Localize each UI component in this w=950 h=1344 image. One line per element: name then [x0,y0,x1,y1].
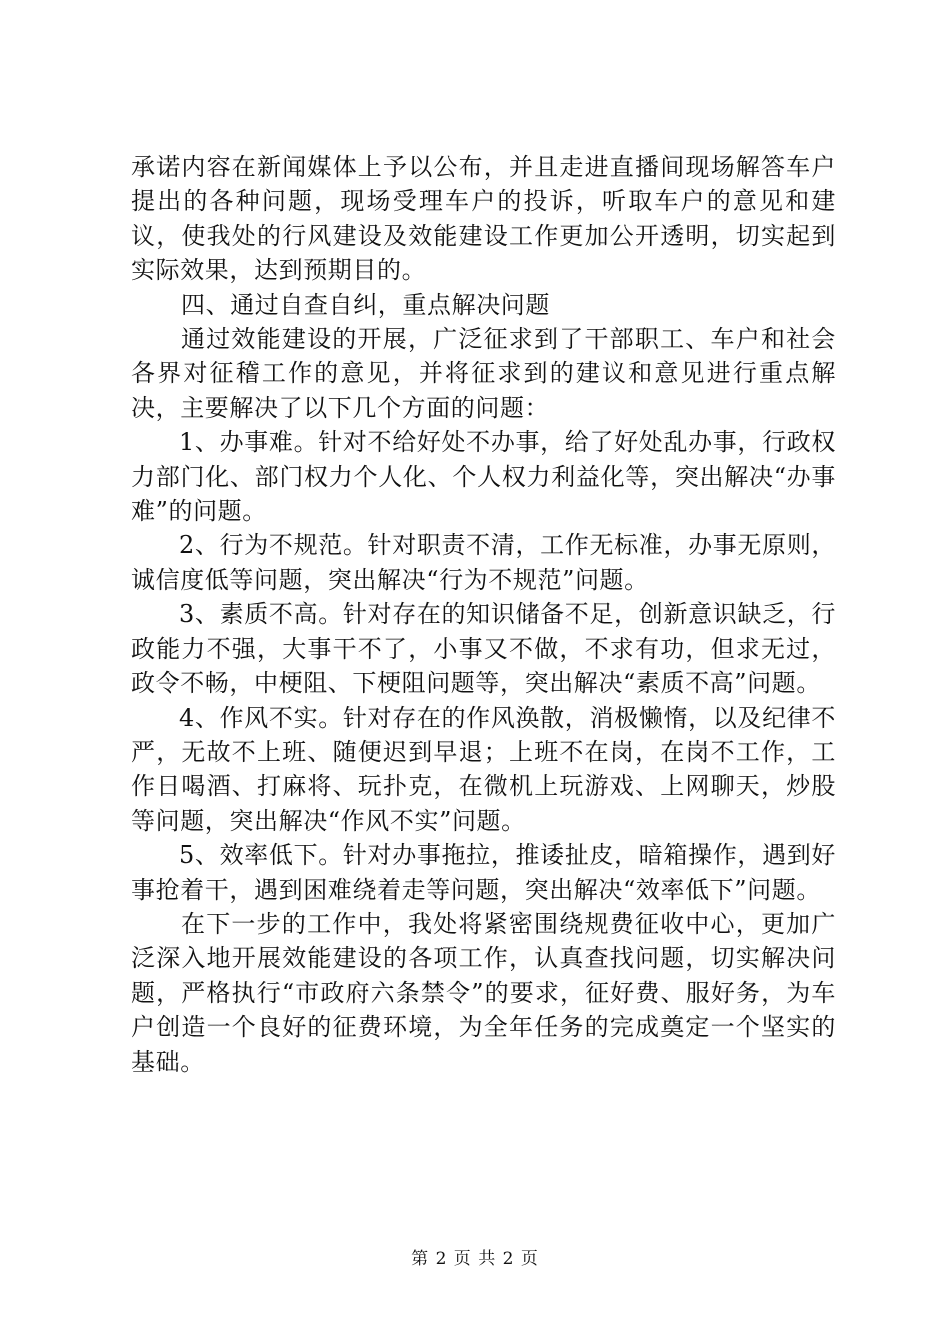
document-body [131,150,836,1079]
list-item-1: 1、办事难。针对不给好处不办事，给了好处乱办事，行政权力部门化、部门权力个人化、个人权力利益化等，突出解决“办事难”的问题。 [131,428,836,526]
list-item-3: 3、素质不高。针对存在的知识储备不足，创新意识缺乏，行政能力不强，大事干不了，小事又不做，不求有功，但求无过，政令不畅，中梗阻、下梗阻问题等，突出解决“素质不高”问题。 [131,600,836,698]
body-paragraph-closing: 在下一步的工作中，我处将紧密围绕规费征收中心，更加广泛深入地开展效能建设的各项工作，认真查找问题，切实解决问题，严格执行“市政府六条禁令”的要求，征好费、服好务，为车户创造一个良好的征费环境，为全年任务的完成奠定一个坚实的基础。 [131,909,836,1076]
page-footer [0,1244,950,1269]
section-heading-4: 四、通过自查自纠，重点解决问题 [181,290,550,319]
body-paragraph-continued: 承诺内容在新闻媒体上予以公布，并且走进直播间现场解答车户提出的各种问题，现场受理车户的投诉，听取车户的意见和建议，使我处的行风建设及效能建设工作更加公开透明，切实起到实际效果，达到预期目的。 [131,153,836,285]
list-item-5: 5、效率低下。针对办事拖拉，推诿扯皮，暗箱操作，遇到好事抢着干，遇到困难绕着走等问题，突出解决“效率低下”问题。 [131,841,836,904]
page-number: 第 2 页 共 2 页 [411,1249,539,1269]
list-item-2: 2、行为不规范。针对职责不清，工作无标准，办事无原则，诚信度低等问题，突出解决“行为不规范”问题。 [131,531,836,594]
body-paragraph-intro: 通过效能建设的开展，广泛征求到了干部职工、车户和社会各界对征稽工作的意见，并将征求到的建议和意见进行重点解决，主要解决了以下几个方面的问题： [131,325,836,422]
list-item-4: 4、作风不实。针对存在的作风涣散，消极懒惰，以及纪律不严，无故不上班、随便迟到早退；上班不在岗，在岗不工作，工作日喝酒、打麻将、玩扑克，在微机上玩游戏、上网聊天，炒股等问题，突出解决“作风不实”问题。 [131,703,836,835]
